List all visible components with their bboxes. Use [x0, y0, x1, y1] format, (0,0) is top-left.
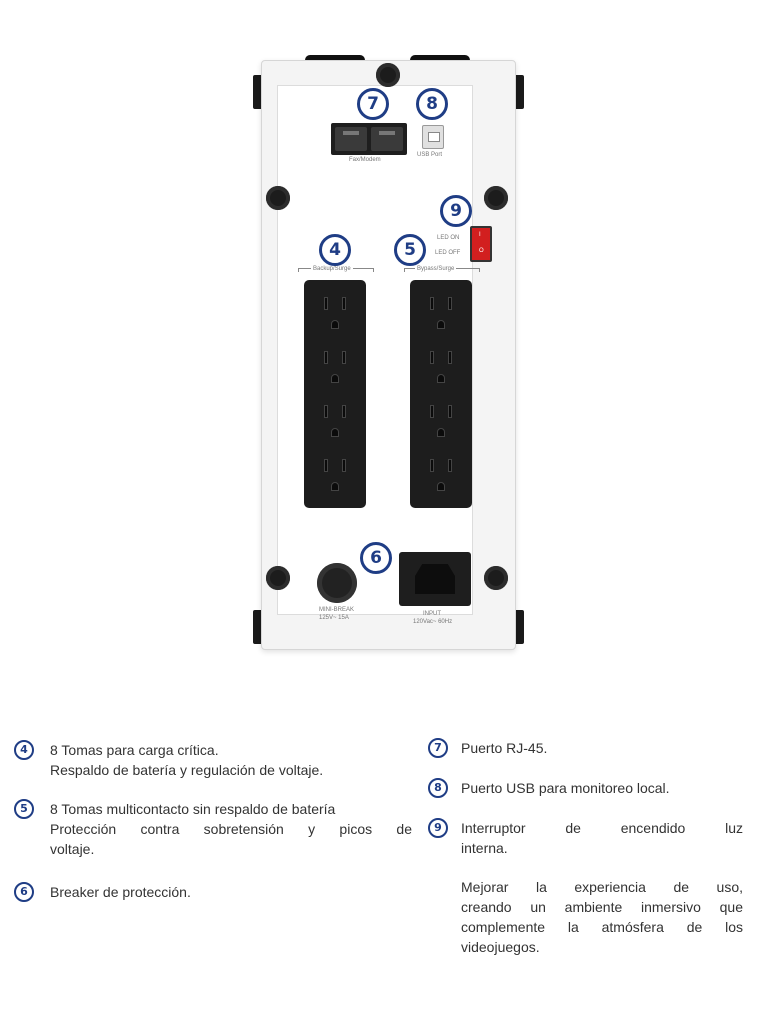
- legend-line: 8 Tomas multicontacto sin respaldo de batería: [50, 801, 336, 817]
- screw-mid-left: [266, 186, 290, 210]
- legend-text-8: [461, 778, 670, 798]
- legend-note-line: videojuegos.: [461, 939, 540, 955]
- outlet[interactable]: [318, 295, 352, 331]
- backup-outlet-bank: [304, 280, 366, 508]
- legend-line: Protección contra sobretensión y picos de: [50, 821, 412, 837]
- breaker-label-2: 125V~ 15A: [319, 615, 349, 621]
- legend-text-6: [50, 882, 191, 902]
- power-switch[interactable]: [470, 226, 492, 262]
- power-inlet[interactable]: [399, 552, 471, 606]
- callout-6-badge: 6: [360, 542, 392, 574]
- legend-note: [461, 877, 743, 957]
- switch-off-mark: O: [479, 248, 484, 254]
- legend-line: voltaje.: [50, 841, 95, 857]
- right-bank-label: Bypass/Surge: [417, 266, 455, 272]
- outlet[interactable]: [318, 457, 352, 493]
- legend-text-5: [50, 799, 412, 859]
- rj45-port-label: Fax/Modem: [349, 157, 381, 163]
- outlet[interactable]: [424, 457, 458, 493]
- rj45-jack-1[interactable]: [335, 127, 367, 151]
- legend-line: Puerto RJ-45.: [461, 740, 548, 756]
- breaker-label-1: MINI-BREAK: [319, 607, 355, 613]
- legend-badge-8: 8: [428, 778, 448, 798]
- legend-line: Interruptor de encendido luz: [461, 820, 743, 836]
- outlet[interactable]: [424, 349, 458, 385]
- legend-line: 8 Tomas para carga crítica.: [50, 742, 219, 758]
- usb-port[interactable]: [422, 125, 444, 149]
- legend-line: Respaldo de batería y regulación de voltaje.: [50, 762, 324, 778]
- legend-badge-6: 6: [14, 882, 34, 902]
- screw-low-left: [266, 566, 290, 590]
- rj45-port[interactable]: [331, 123, 407, 155]
- legend-badge-7: 7: [428, 738, 448, 758]
- surge-outlet-bank: [410, 280, 472, 508]
- callout-7-badge: 7: [357, 88, 389, 120]
- breaker-button[interactable]: [317, 563, 357, 603]
- screw-top: [376, 63, 400, 87]
- legend-note-line: Mejorar la experiencia de uso,: [461, 879, 743, 895]
- callout-9-badge: 9: [440, 195, 472, 227]
- legend-line: Breaker de protección.: [50, 884, 191, 900]
- rj45-jack-2[interactable]: [371, 127, 403, 151]
- outlet[interactable]: [318, 349, 352, 385]
- legend-badge-9: 9: [428, 818, 448, 838]
- outlet[interactable]: [424, 295, 458, 331]
- legend-note-line: creando un ambiente inmersivo que: [461, 899, 743, 915]
- legend-text-7: [461, 738, 547, 758]
- left-bank-label: Backup/Surge: [313, 266, 351, 272]
- screw-mid-right: [484, 186, 508, 210]
- switch-on-mark: I: [479, 232, 481, 238]
- callout-8-badge: 8: [416, 88, 448, 120]
- legend-badge-5: 5: [14, 799, 34, 819]
- switch-off-label: LED OFF: [435, 250, 461, 256]
- outlet[interactable]: [424, 403, 458, 439]
- legend-line: interna.: [461, 840, 508, 856]
- inlet-label-2: 120Vac~ 60Hz: [413, 619, 453, 625]
- switch-on-label: LED ON: [437, 235, 460, 241]
- legend-badge-4: 4: [14, 740, 34, 760]
- callout-5-badge: 5: [394, 234, 426, 266]
- screw-low-right: [484, 566, 508, 590]
- inlet-label-1: INPUT: [423, 611, 441, 617]
- callout-4-badge: 4: [319, 234, 351, 266]
- outlet[interactable]: [318, 403, 352, 439]
- legend-text-9: [461, 818, 743, 858]
- legend-line: Puerto USB para monitoreo local.: [461, 780, 670, 796]
- legend-text-4: [50, 740, 323, 780]
- usb-port-label: USB Port: [417, 152, 443, 158]
- legend-note-line: complemente la atmósfera de los: [461, 919, 743, 935]
- ups-rear-panel: [247, 55, 530, 660]
